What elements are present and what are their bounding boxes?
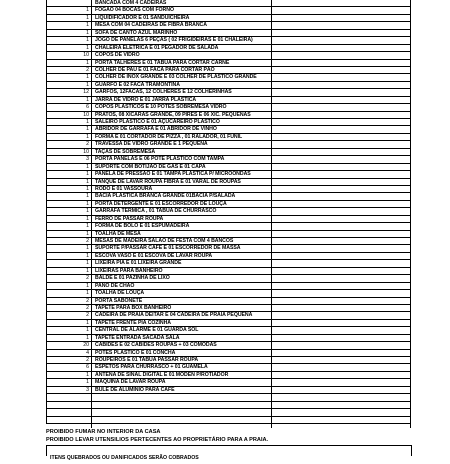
table-row: [47, 223, 411, 230]
table-row: [47, 312, 411, 319]
table-row: [47, 74, 411, 81]
table-row: [47, 298, 411, 305]
table-row: [47, 156, 411, 163]
description-cell: BACIA PLASTICA BRANCA GRANDE 01BACIA P/SALADA: [95, 193, 236, 200]
description-cell: BULE DE ALUMINIO PARA CAFÉ: [95, 386, 175, 393]
description-cell: COLHER DE INOX GRANDE E 03 COLHER DE PLASTICO GRANDE: [95, 74, 257, 81]
description-cell: CENTRAL DE ALARME E 01 GUARDA SOL: [95, 327, 199, 334]
description-cell: CADEIRA DE PRAIA DEITAR E 04 CADEIRA DE PRAIA PEQUENA: [95, 312, 253, 319]
description-cell: PORTA PANELAS E 06 POTE PLASTICO COM TAMPA: [95, 156, 225, 163]
table-row: [47, 238, 411, 245]
quantity-cell: 6: [86, 364, 89, 371]
table-right-border: [410, 0, 411, 428]
table-row: [47, 327, 411, 334]
table-row: [47, 208, 411, 215]
quantity-cell: 4: [86, 349, 89, 356]
description-cell: TAPETE ENTRADA SACADA SALA: [95, 334, 180, 341]
table-row: [47, 179, 411, 186]
table-row: [47, 364, 411, 371]
quantity-cell: 1: [86, 223, 89, 230]
description-cell: CABIDES E 02 CABIDES ROUPAS + 03 CÔMODAS: [95, 342, 217, 349]
description-cell: [93, 417, 319, 423]
description-cell: LIXEIRAS PARA BANHEIRO: [95, 267, 163, 274]
quantity-cell: 1: [86, 185, 89, 192]
quantity-cell: [47, 0, 91, 6]
quantity-cell: 1: [86, 290, 89, 297]
footer-damage-notice-box: [46, 445, 412, 461]
table-row: [47, 89, 411, 96]
table-row: [47, 126, 411, 133]
table-row: [47, 305, 411, 312]
table-row: [47, 141, 411, 148]
quantity-cell: 2: [86, 141, 89, 148]
quantity-cell: 1: [86, 74, 89, 81]
quantity-cell: [47, 402, 91, 408]
description-cell: FERRO DE PASSAR ROUPA: [95, 215, 164, 222]
table-row: [47, 52, 411, 59]
quantity-cell: 1: [86, 319, 89, 326]
footer-damage-notice: ITENS QUEBRADOS OU DANIFICADOS SERÃO COBRADOS: [50, 455, 199, 461]
quantity-cell: 10: [83, 111, 89, 118]
quantity-cell: 1: [86, 133, 89, 140]
description-cell: FOGÃO 04 BOCAS COM FORNO: [95, 7, 174, 14]
table-row: [47, 283, 411, 290]
quantity-cell: 20: [83, 342, 89, 349]
description-cell: TANQUE DE LAVAR ROUPA FIBRA E 01 VARAL DE ROUPAS: [95, 178, 241, 185]
description-cell: TOALHA DE MESA: [95, 230, 141, 237]
quantity-cell: 1: [86, 379, 89, 386]
description-cell: POTES PLASTICO E 01 CONCHA: [95, 349, 176, 356]
description-cell: PRATOS, 08 XICARAS GRANDE, 09 PIRES E 06 XIC. PEQUENAS: [95, 111, 251, 118]
quantity-cell: 1: [86, 267, 89, 274]
description-cell: BANCADA COM 4 CADEIRAS: [95, 0, 167, 6]
table-row: [47, 112, 411, 119]
quantity-cell: 2: [86, 275, 89, 282]
quantity-cell: 1: [86, 59, 89, 66]
quantity-cell: 1: [86, 334, 89, 341]
quantity-cell: 2: [86, 66, 89, 73]
description-cell: ESCOVA VASO E 01 ESCOVA DE LAVAR ROUPA: [95, 252, 213, 259]
description-cell: FORMA E 01 CORTADOR DE PIZZA , 01 RALADOR, 01 FUNIL: [95, 133, 243, 140]
quantity-cell: [47, 409, 91, 415]
description-cell: MESA COM 04 CADEIRAS DE FIBRA BRANCA: [95, 22, 207, 29]
quantity-cell: 2: [86, 304, 89, 311]
table-row: [47, 82, 411, 89]
table-row: [47, 268, 411, 275]
quantity-cell: 1: [86, 371, 89, 378]
quantity-cell: 2: [86, 238, 89, 244]
quantity-cell: 1: [86, 230, 89, 237]
table-row: [47, 97, 411, 104]
table-row: [47, 372, 411, 379]
description-cell: COPOS PLASTICOS E 10 POTES SOBREMESA VIDRO: [95, 104, 227, 111]
quantity-cell: 2: [86, 297, 89, 304]
description-cell: TOALHA DE LOUÇA: [95, 290, 145, 297]
quantity-cell: 1: [86, 215, 89, 222]
table-row: [47, 231, 411, 238]
table-row: [47, 394, 411, 401]
quantity-cell: 1: [86, 126, 89, 133]
quantity-cell: 1: [86, 193, 89, 200]
table-row: [47, 335, 411, 342]
quantity-cell: 2: [86, 312, 89, 319]
table-row: [47, 402, 411, 409]
table-row: [47, 30, 411, 37]
description-cell: GUARFO E 02 FACA TRAMONTINA: [95, 81, 180, 88]
description-cell: TAÇAS DE SOBREMESA: [95, 148, 156, 155]
quantity-cell: 1: [86, 119, 89, 125]
quantity-cell: 2: [86, 357, 89, 363]
description-cell: [93, 402, 319, 408]
table-row: [47, 379, 411, 386]
table-row: [47, 253, 411, 260]
quantity-cell: 10: [83, 148, 89, 155]
table-row: [47, 275, 411, 282]
table-row: [47, 67, 411, 74]
quantity-cell: 1: [86, 44, 89, 51]
quantity-cell: 10: [83, 52, 89, 59]
description-cell: SUPORTE P/PASSAR CAFÉ E 01 ESCORREDOR DE MASSA: [95, 245, 241, 252]
description-cell: ROUPEIROS E 01 TABUA PASSAR ROUPA: [95, 357, 199, 363]
description-cell: JOGO DE PANELAS 6 PEÇAS ( 02 FRIGIDEIRAS E 01 CHALEIRA): [95, 37, 253, 44]
description-cell: COLHER DE PAU E 01 FACA PARA CORTAR PÃO: [95, 66, 215, 73]
description-cell: GARRAFA TERMICA , 01 TABUA DE CHURRASCO: [95, 208, 217, 215]
description-cell: FORMA DE BOLO E 01 ESPUMADEIRA: [95, 223, 190, 230]
description-cell: MESAS DE MADEIRA SALÃO DE FESTA COM 4 BANCOS: [95, 238, 234, 244]
quantity-cell: 6: [86, 104, 89, 111]
description-cell: PANELA DE PRESSÃO E 01 TAMPA PLASTICA P/ MICROONDAS: [95, 171, 251, 178]
description-cell: PORTA SABONETE: [95, 297, 143, 304]
description-cell: [93, 409, 319, 415]
quantity-cell: 1: [86, 171, 89, 178]
table-row: [47, 119, 411, 126]
column-divider-desc: [271, 0, 272, 428]
quantity-cell: 1: [86, 327, 89, 334]
table-row: [47, 387, 411, 394]
quantity-cell: 1: [86, 37, 89, 44]
quantity-cell: 1: [86, 163, 89, 170]
description-cell: ANTENA DE SINAL DIGITAL E 01 MODEN P/ROTIADOR: [95, 371, 229, 378]
description-cell: TAPETE PARA BOX BANHEIRO: [95, 304, 172, 311]
table-row: [47, 290, 411, 297]
quantity-cell: 1: [86, 260, 89, 267]
table-row: [47, 320, 411, 327]
description-cell: SUPORTE COM BOTIJÃO DE GAS E 01 CAPA: [95, 163, 206, 170]
description-cell: MAQUINA DE LAVAR ROUPA: [95, 379, 166, 386]
table-row: [47, 149, 411, 156]
table-row: [47, 409, 411, 416]
table-row: [47, 171, 411, 178]
description-cell: SOFA DE CANTO AZUL MARINHO: [95, 29, 178, 36]
description-cell: PANO DE CHÃO: [95, 282, 135, 289]
table-row: [47, 186, 411, 193]
table-row: [47, 245, 411, 252]
quantity-cell: [47, 417, 91, 423]
table-row: [47, 216, 411, 223]
table-row: [47, 134, 411, 141]
footer-no-beach-items: PROIBIDO LEVAR UTENSILIOS PERTECENTES AO PROPRIETÁRIO PARA A PRAIA.: [46, 437, 269, 443]
description-cell: ESPETOS PARA CHURRASCO + 01 GUAMELA: [95, 364, 208, 371]
quantity-cell: [47, 394, 91, 400]
description-cell: [93, 394, 319, 400]
description-cell: RODO E 01 VASSOURA: [95, 185, 153, 192]
quantity-cell: 1: [86, 81, 89, 88]
table-row: [47, 37, 411, 44]
description-cell: TAPETE FRENTE PIA COZINHA: [95, 319, 171, 326]
table-row: [47, 15, 411, 22]
table-row: [47, 0, 411, 7]
table-row: [47, 45, 411, 52]
description-cell: GARFOS, 12FACAS, 12 COLHERES E 12 COLHERINHAS: [95, 89, 232, 96]
quantity-cell: 1: [86, 252, 89, 259]
table-row: [47, 357, 411, 364]
description-cell: COPOS DE VIDRO: [95, 52, 140, 59]
table-row: [47, 342, 411, 349]
footer-no-smoking: PROIBIDO FUMAR NO INTERIOR DA CASA: [46, 429, 161, 435]
quantity-cell: 1: [86, 96, 89, 103]
description-cell: BALDE E 01 PAZINHA DE LIXO: [95, 275, 170, 282]
table-row: [47, 104, 411, 111]
table-row: [47, 201, 411, 208]
inventory-table: [46, 0, 411, 424]
quantity-cell: 1: [86, 29, 89, 36]
quantity-cell: 3: [86, 156, 89, 163]
table-row: [47, 7, 411, 14]
table-row: [47, 350, 411, 357]
table-row: [47, 417, 411, 424]
quantity-cell: 1: [86, 14, 89, 21]
table-row: [47, 164, 411, 171]
quantity-cell: 1: [86, 282, 89, 289]
description-cell: ABRIDOR DE GARRAFA E 01 ABRIDOR DE VINHO: [95, 126, 217, 133]
quantity-cell: 1: [86, 22, 89, 29]
description-cell: LIXEIRA PIA E 01 LIXEIRA GRANDE: [95, 260, 182, 267]
quantity-cell: 1: [86, 245, 89, 252]
quantity-cell: 1: [86, 200, 89, 207]
table-row: [47, 260, 411, 267]
quantity-cell: 12: [83, 89, 89, 96]
table-row: [47, 22, 411, 29]
quantity-cell: 3: [86, 386, 89, 393]
description-cell: SALEIRO PLASTICO E 01 AÇUCAREIRO PLASTICO: [95, 119, 220, 125]
description-cell: PORTA DETERGENTE E 01 ESCORREDOR DE LOUÇA: [95, 200, 227, 207]
description-cell: TRAVESSA DE VIDRO GRANDE E 1 PEQUENA: [95, 141, 208, 148]
quantity-cell: 1: [86, 7, 89, 14]
quantity-cell: 1: [86, 178, 89, 185]
table-row: [47, 193, 411, 200]
description-cell: CHALEIRA ELÉTRICA E 01 PEGADOR DE SALADA: [95, 44, 219, 51]
description-cell: JARRA DE VIDRO E 01 JARRA PLASTICA: [95, 96, 197, 103]
table-row: [47, 60, 411, 67]
description-cell: LIQUIDIFICADOR E 01 SANDUICHEIRA: [95, 14, 190, 21]
column-divider-qty: [91, 0, 92, 428]
description-cell: PORTA TALHERES E 01 TABUA PARA CORTAR CARNE: [95, 59, 230, 66]
quantity-cell: 1: [86, 208, 89, 215]
